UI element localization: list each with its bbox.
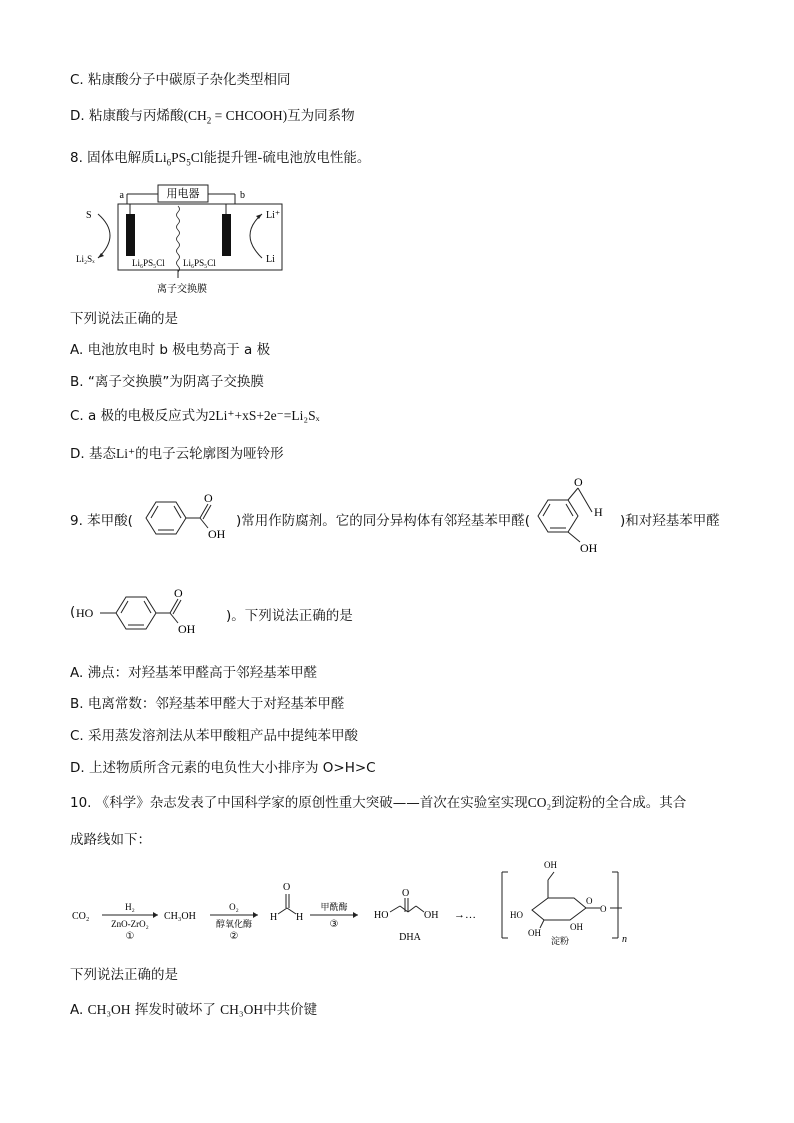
q7-option-d-formula [183, 108, 288, 126]
step-1-label: ① [125, 931, 135, 942]
dha-label: DHA [399, 932, 421, 943]
formula-part: PS [171, 150, 187, 165]
struct-oh: OH [580, 541, 598, 555]
ch3oh-label: CH₃OH [164, 911, 196, 922]
q9-stem-text-1: 9. 苯甲酸( [70, 513, 133, 529]
q8-option-a: A. 电池放电时 b 极电势高于 a 极 [70, 342, 271, 358]
o-hydroxybenzaldehyde-structure [534, 476, 624, 556]
enzyme-1-label: 醇氧化酶 [215, 920, 253, 930]
dha-ho: HO [374, 910, 389, 921]
q8-option-c-formula: 2Li⁺+xS+2e⁻=Li₂Sₓ [208, 408, 320, 423]
starch-oh-top: OH [544, 860, 557, 870]
q10-option-a-formula-2: CH₃OH [220, 1002, 264, 1017]
q10-option-a-formula-1: CH₃OH [87, 1002, 131, 1017]
starch-oh-bottom-left: OH [528, 928, 541, 938]
right-reaction-arrow [250, 214, 262, 258]
membrane-label: 离子交换膜 [157, 284, 207, 295]
formula-part: Li [154, 150, 167, 165]
electrode-b [222, 214, 231, 256]
q7-option-d-suffix: 互为同系物 [287, 108, 355, 124]
q8-option-c-prefix: C. a 极的电极反应式为 [70, 408, 209, 424]
q10-option-a [70, 998, 317, 1018]
dha-oh: OH [424, 910, 439, 921]
q10-stem-suffix: 到淀粉的全合成。其合 [551, 795, 687, 811]
struct-o: O [574, 476, 583, 489]
benzoic-acid-structure [138, 490, 238, 545]
formula-part: = CHCOOH) [211, 108, 288, 123]
struct-ho: HO [76, 606, 94, 620]
q8-option-c [70, 404, 320, 424]
p-hydroxybenzaldehyde-structure [76, 584, 226, 639]
q10-stem-line-1 [70, 791, 686, 811]
struct-oh: OH [178, 622, 196, 636]
dha-o: O [402, 888, 410, 899]
electrode-a [126, 214, 135, 256]
step-2-label: ② [229, 931, 239, 942]
enzyme-2-label: 甲酰酶 [320, 903, 348, 913]
q9-stem-text-4-prefix: ( [70, 604, 76, 620]
q8-option-d-suffix: 的电子云轮廓图为哑铃形 [135, 446, 284, 462]
q9-option-a: A. 沸点：对羟基苯甲醛高于邻羟基苯甲醛 [70, 665, 318, 681]
label-s: S [86, 210, 92, 221]
electrolyte-left-label: Li₆PS₅Cl [132, 258, 165, 268]
formula-part: (CH [183, 108, 207, 123]
catalyst-label: ZnO-ZrO₂ [111, 919, 149, 929]
starch-label: 淀粉 [550, 937, 570, 947]
label-a: a [119, 190, 124, 201]
q8-stem [70, 146, 370, 168]
q8-ask: 下列说法正确的是 [70, 311, 178, 327]
left-reaction-arrow [98, 214, 110, 258]
q7-option-d-prefix: D. 粘康酸与丙烯酸 [70, 108, 184, 124]
starch-link-o: O [600, 904, 607, 914]
formaldehyde-o: O [283, 882, 291, 893]
q10-stem-line-2: 成路线如下： [70, 832, 151, 848]
q8-option-d-prefix: D. 基态 [70, 446, 116, 462]
q7-option-c: C. 粘康酸分子中碳原子杂化类型相同 [70, 72, 291, 88]
starch-n: n [622, 934, 627, 945]
formula-sub: 2 [206, 115, 212, 126]
starch-oh-bottom-right: OH [570, 922, 583, 932]
q10-option-a-suffix: 中共价键 [263, 1002, 318, 1018]
q8-option-b: B. “离子交换膜”为阴离子交换膜 [70, 374, 264, 390]
formaldehyde-h-right: H [296, 912, 304, 923]
electrolyte-right-label: Li₆PS₅Cl [183, 258, 216, 268]
q10-stem-formula: CO₂ [527, 795, 552, 810]
device-label: 用电器 [166, 187, 200, 200]
q8-stem-prefix: 8. 固体电解质 [70, 150, 155, 166]
o2-label: O₂ [229, 902, 239, 912]
q9-stem-text-3: )和对羟基苯甲醛 [620, 513, 720, 529]
formula-sub: 5 [186, 157, 191, 168]
q8-stem-suffix: 能提升锂-硫电池放电性能。 [203, 150, 371, 166]
q10-ask: 下列说法正确的是 [70, 967, 178, 983]
label-li: Li [266, 254, 275, 265]
co2-label: CO₂ [72, 911, 90, 922]
formula-sub: 6 [166, 157, 172, 168]
q9-option-b: B. 电离常数：邻羟基苯甲醛大于对羟基苯甲醛 [70, 696, 345, 712]
starch-ring-o: O [586, 896, 593, 906]
struct-o: O [204, 491, 213, 505]
label-li2sx: Li₂Sₓ [76, 254, 95, 264]
synthesis-route [70, 856, 730, 956]
q10-stem-prefix: 10. 《科学》杂志发表了中国科学家的原创性重大突破——首次在实验室实现 [70, 795, 528, 811]
continuation-arrow: →… [454, 909, 476, 921]
struct-oh: OH [208, 527, 226, 541]
q8-option-d-formula: Li⁺ [115, 446, 136, 461]
formula-part: Cl [190, 150, 204, 165]
q9-option-c: C. 采用蒸发溶剂法从苯甲酸粗产品中提纯苯甲酸 [70, 728, 359, 744]
starch-ho: HO [510, 910, 523, 920]
battery-diagram [70, 180, 300, 300]
label-b: b [240, 190, 245, 201]
q9-stem-text-2: )常用作防腐剂。它的同分异构体有邻羟基苯甲醛( [236, 513, 531, 529]
q8-option-d [70, 442, 284, 462]
membrane-line [177, 206, 180, 272]
q9-stem-text-4-suffix: )。下列说法正确的是 [226, 608, 353, 624]
struct-o: O [174, 586, 183, 600]
q8-stem-formula [154, 150, 204, 168]
h2-label: H₂ [125, 902, 135, 912]
q10-option-a-middle: 挥发时破坏了 [134, 1002, 216, 1018]
struct-h: H [594, 505, 603, 519]
step-3-label: ③ [329, 919, 339, 930]
label-li-plus: Li⁺ [266, 210, 281, 221]
formaldehyde-h-left: H [270, 912, 278, 923]
q7-option-d [70, 104, 355, 126]
q10-option-a-prefix: A. [70, 1002, 84, 1018]
q9-option-d: D. 上述物质所含元素的电负性大小排序为 O>H>C [70, 760, 376, 776]
